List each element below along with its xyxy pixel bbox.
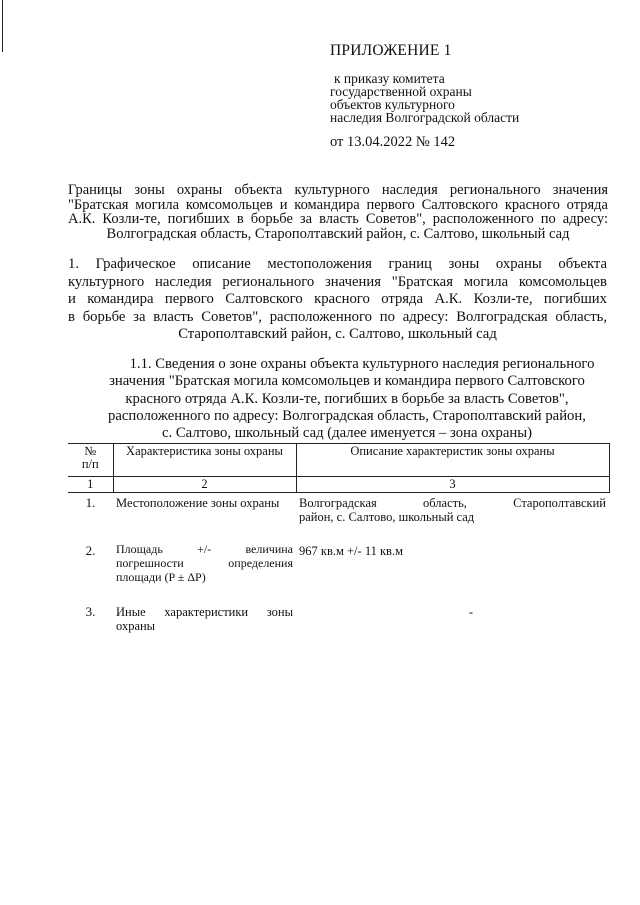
row-number: 1. [85, 495, 96, 510]
table-row [68, 602, 609, 633]
header-characteristic: Характеристика зоны охраны [113, 444, 296, 477]
appendix-subtitle-line: государственной охраны [330, 84, 472, 99]
table-row [68, 541, 609, 602]
section-1-line: в борьбе за власть Советов", расположенного по адресу: Волгоградская область, [68, 308, 607, 325]
section-1-1-line: с. Салтово, школьный сад (далее именуется – зона охраны) [162, 425, 532, 442]
column-number: 2 [113, 477, 296, 493]
zone-characteristics-table [68, 443, 610, 633]
title-line: "Братская могила комсомольцев и командира первого Салтовского красного отряда [68, 196, 608, 213]
table-row [68, 493, 609, 542]
characteristic-line: Иные характеристики зоны [116, 605, 293, 619]
section-1-line: и командира первого Салтовского красного отряда А.К. Козли-те, погибших [68, 291, 607, 308]
appendix-subtitle-line: наследия Волгоградской области [330, 110, 520, 125]
row-characteristic: Местоположение зоны охраны [116, 496, 280, 510]
description-line: район, с. Салтово, школьный сад [299, 510, 475, 524]
table-header-row [68, 444, 609, 477]
section-1-1-line: значения "Братская могила комсомольцев и командира первого Салтовского [109, 373, 585, 390]
characteristic-line: Площадь +/- величина [116, 542, 293, 556]
section-1-1-heading [88, 356, 606, 442]
document-title [68, 183, 608, 241]
header-description: Описание характеристик зоны охраны [296, 444, 609, 477]
column-number: 1 [68, 477, 113, 493]
section-1-1-line: расположенного по адресу: Волгоградская область, Старополтавский район, [108, 407, 586, 424]
characteristic-line: площади (P ± ΔP) [116, 570, 206, 584]
column-number-row [68, 477, 609, 493]
appendix-subtitle [330, 72, 519, 124]
section-1-1-line: 1.1. Сведения о зоне охраны объекта культурного наследия регионального [129, 356, 595, 372]
row-description: 967 кв.м +/- 11 кв.м [299, 544, 403, 558]
margin-rule [2, 0, 3, 52]
section-1-line: культурного наследия регионального значения "Братская могила комсомольцев [68, 273, 607, 290]
description-line: Волгоградская область, Старополтавский [299, 496, 606, 510]
column-number: 3 [296, 477, 609, 493]
header-num-label: п/п [81, 457, 99, 471]
title-line: Границы зоны охраны объекта культурного наследия регионального значения [68, 182, 608, 198]
row-number: 3. [85, 604, 96, 619]
header-num [68, 444, 113, 477]
characteristic-line: погрешности определения [116, 556, 293, 570]
row-number: 2. [85, 543, 96, 558]
header-num-symbol: № [84, 444, 97, 458]
appendix-subtitle-line: к приказу комитета [334, 71, 445, 86]
title-line: А.К. Козли-те, погибших в борьбе за власть Советов", расположенного по адресу: [68, 211, 608, 227]
section-1-heading [68, 256, 607, 344]
appendix-title: ПРИЛОЖЕНИЕ 1 [330, 42, 452, 59]
row-description [296, 493, 609, 542]
row-characteristic [113, 541, 296, 602]
title-line: Волгоградская область, Старополтавский район, с. Салтово, школьный сад [106, 225, 570, 242]
row-description: - [468, 605, 474, 619]
section-1-1-line: красного отряда А.К. Козли-те, погибших в борьбе за власть Советов", [125, 390, 569, 407]
order-date: от 13.04.2022 № 142 [330, 134, 456, 150]
characteristic-line: охраны [116, 619, 156, 633]
section-1-line: Старополтавский район, с. Салтово, школьный сад [178, 326, 497, 343]
section-1-line: 1. Графическое описание местоположения границ зоны охраны объекта [68, 256, 607, 272]
row-characteristic [113, 602, 296, 633]
appendix-subtitle-line: объектов культурного [330, 97, 455, 112]
